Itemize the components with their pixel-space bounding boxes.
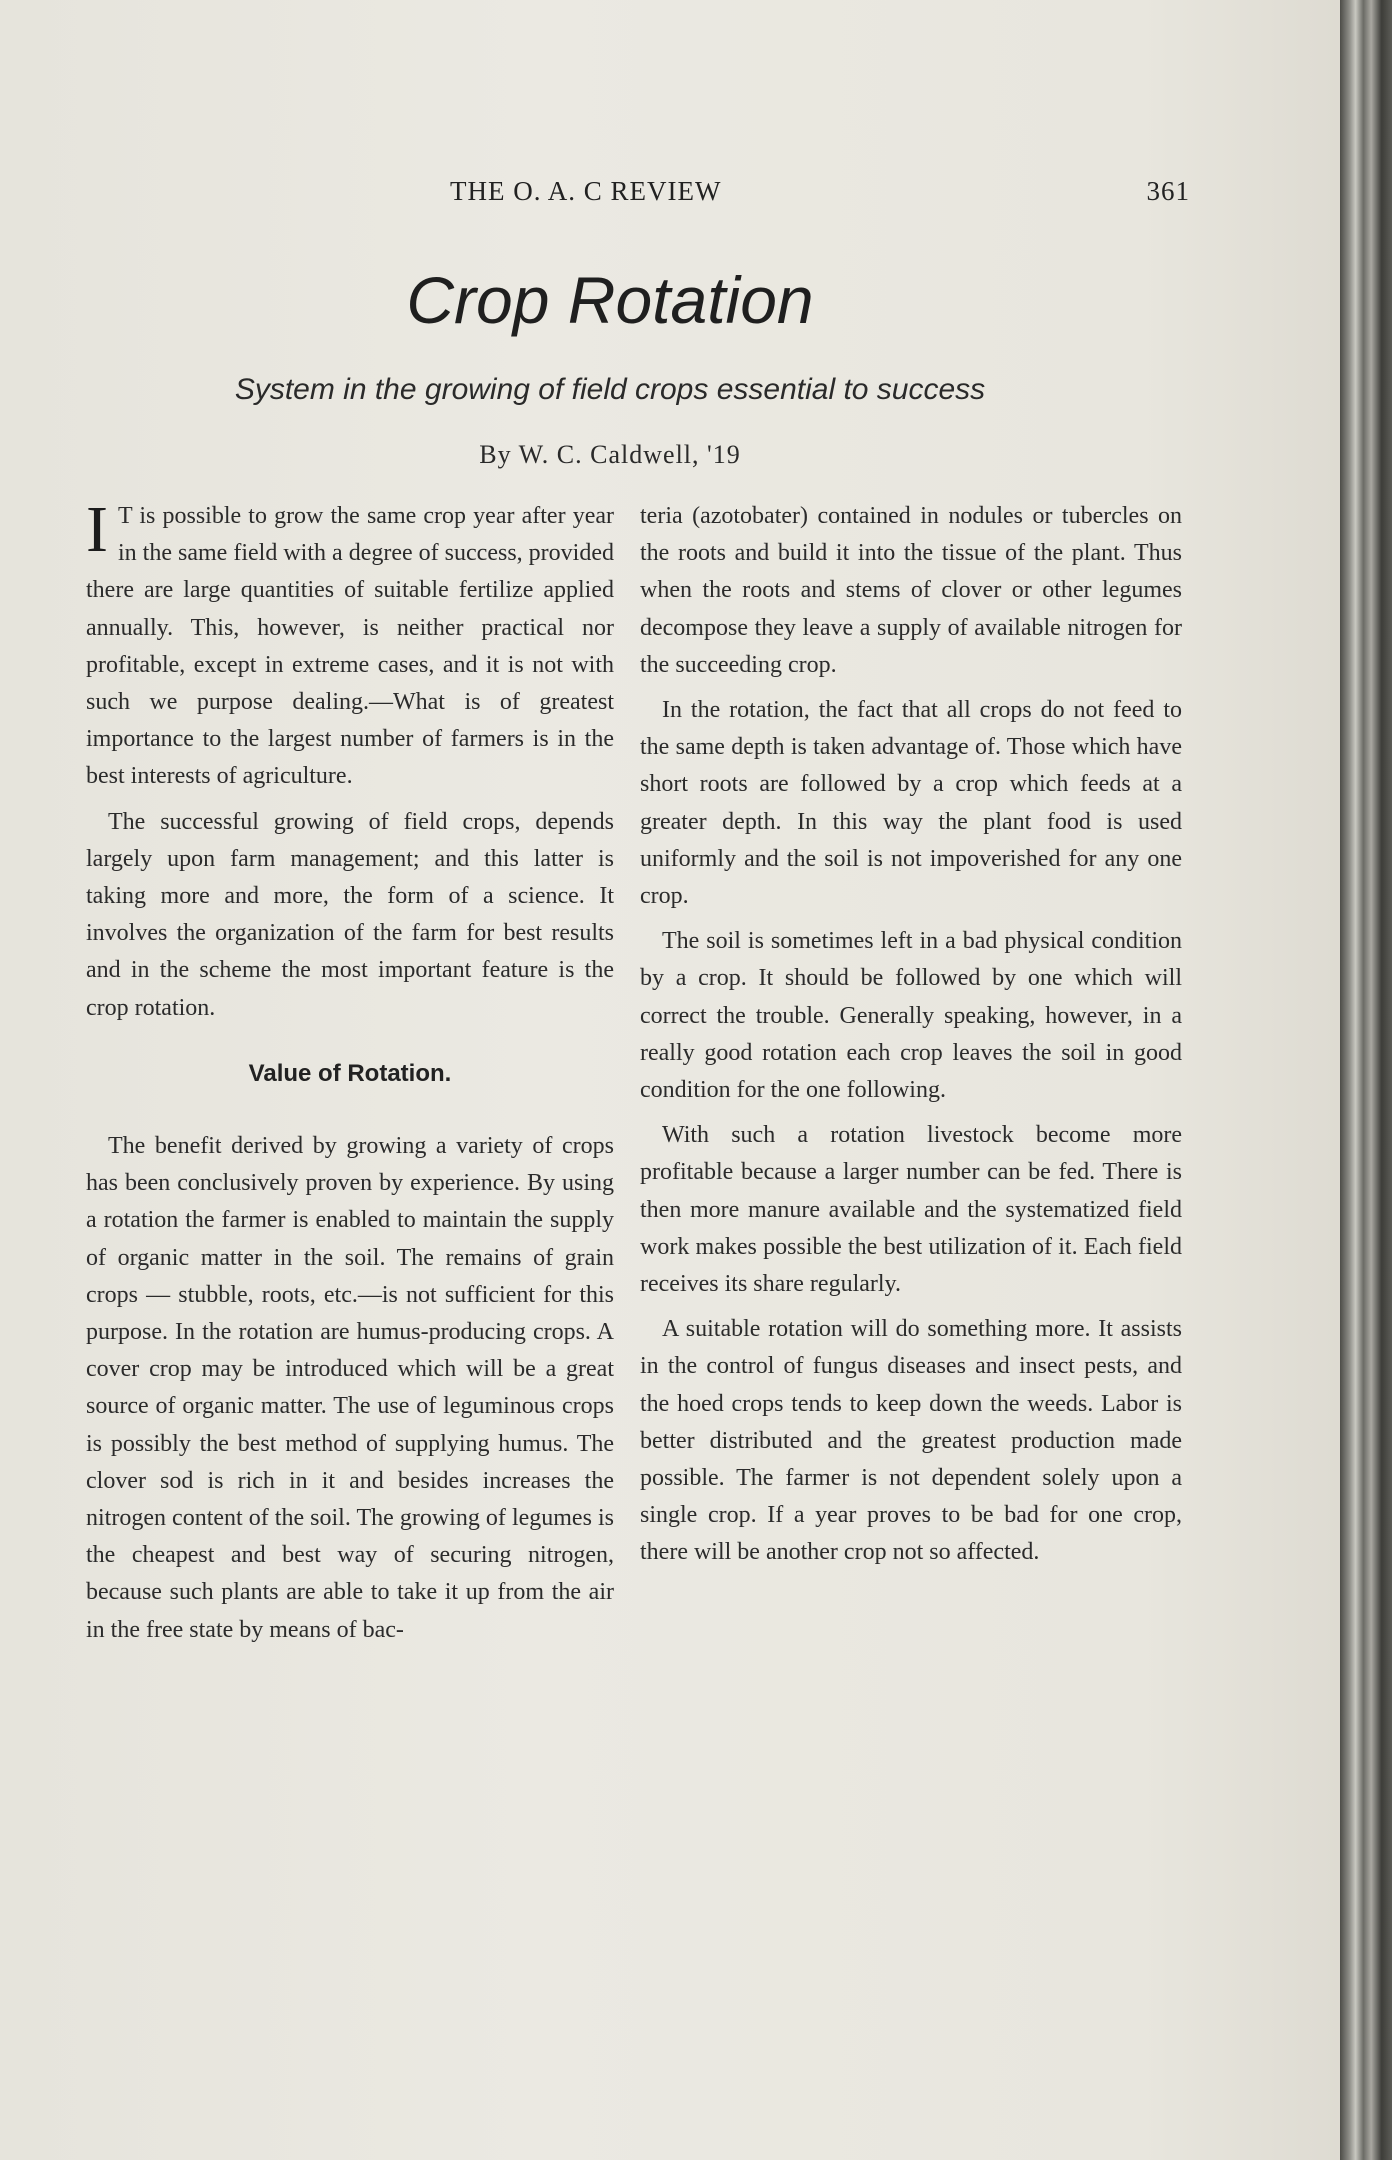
drop-cap: I: [86, 493, 108, 566]
journal-name: THE O. A. C REVIEW: [450, 176, 722, 206]
article-byline: By W. C. Caldwell, '19: [479, 440, 741, 469]
paragraph-text: T is possible to grow the same crop year after year in the same field with a degree of success, provided there are large quantities of suitable fertilize applied annually. This, however, is neither practical nor profitable, except in extreme cases, and it is not with such we purpose dealing.—What is of greatest importance to the largest number of farmers is in the best interests of agriculture.: [86, 503, 614, 790]
running-header: [160, 176, 1190, 216]
section-heading: Value of Rotation.: [248, 1059, 452, 1087]
paragraph: In the rotation, the fact that all crops do not feed to the same depth is taken advantage of. Those which have short roots are followed by a crop which feeds at a greater depth. In this way the plant food is used uniformly and the soil is not impoverished for any one crop.: [640, 697, 1182, 910]
left-column: [86, 493, 614, 1657]
book-binding-edge: [1340, 0, 1392, 2160]
paragraph: The soil is sometimes left in a bad physical condition by a crop. It should be followed by one which will correct the trouble. Generally speaking, however, in a really good rotation each crop leaves the soil in good condition for the one following.: [640, 928, 1182, 1104]
paragraph: A suitable rotation will do something more. It assists in the control of fungus diseases and insect pests, and the hoed crops tends to keep down the weeds. Labor is better distributed and the greatest production made possible. The farmer is not dependent solely upon a single crop. If a year proves to be bad for one crop, there will be another crop not so affected.: [640, 1316, 1182, 1566]
paragraph: teria (azotobater) contained in nodules or tubercles on the roots and build it into the tissue of the plant. Thus when the roots and stems of clover or other legumes decompose they leave a supply of available nitrogen for the succeeding crop.: [640, 503, 1182, 678]
page-number: 361: [1146, 176, 1190, 206]
paragraph: With such a rotation livestock become more profitable because a larger number can be fed. There is then more manure available and the systematized field work makes possible the best utilization of it. Each field receives its share regularly.: [640, 1122, 1182, 1298]
right-column: [640, 498, 1182, 1580]
paragraph: The successful growing of field crops, depends largely upon farm management; and this latter is taking more and more, the form of a science. It involves the organization of the farm for best results and in the scheme the most important feature is the crop rotation.: [86, 808, 614, 1021]
paragraph: [86, 493, 614, 796]
article-title: Crop Rotation: [406, 263, 814, 337]
paragraph: The benefit derived by growing a variety of crops has been conclusively proven by experience. By using a rotation the farmer is enabled to maintain the supply of organic matter in the soil. The remains of grain crops — stubble, roots, etc.—is not sufficient for this purpose. In the rotation are humus-producing crops. A cover crop may be introduced which will be a great source of organic matter. The use of leguminous crops is possibly the best method of supplying humus. The clover sod is rich in it and besides increases the nitrogen content of the soil. The growing of legumes is the cheapest and best way of securing nitrogen, because such plants are able to take it up from the air in the free state by means of bac-: [86, 1133, 614, 1643]
article-subtitle: System in the growing of field crops essential to success: [234, 373, 986, 406]
